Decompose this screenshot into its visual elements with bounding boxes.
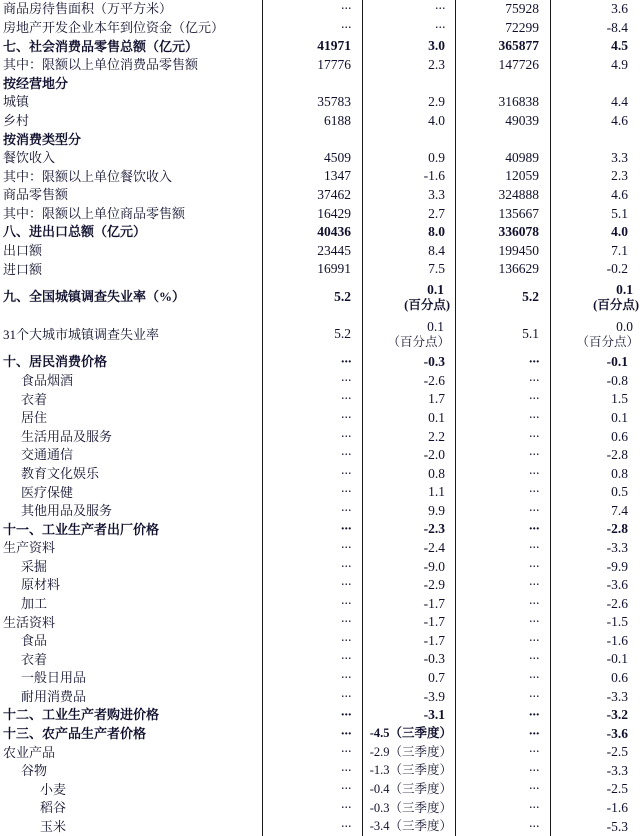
table-row bbox=[0, 37, 644, 56]
value-cell-c4: -0.8 bbox=[550, 372, 644, 391]
row-label: 教育文化娱乐 bbox=[21, 465, 100, 481]
value-cell-c1: ··· bbox=[262, 595, 362, 614]
table-row bbox=[0, 111, 644, 130]
value-cell-c4: -3.2 bbox=[550, 706, 644, 725]
value-cell-c2: -2.4 bbox=[362, 539, 455, 558]
row-label: 七、社会消费品零售总额（亿元） bbox=[3, 38, 199, 54]
table-row bbox=[0, 743, 644, 762]
row-label: 耐用消费品 bbox=[21, 688, 87, 704]
table-row bbox=[0, 56, 644, 75]
value-cell-c2: -2.3 bbox=[362, 520, 455, 539]
value-cell-c1: ··· bbox=[262, 799, 362, 818]
value-cell-c3: ··· bbox=[455, 557, 550, 576]
value-cell-c1: 6188 bbox=[262, 111, 362, 130]
value-cell-c3: ··· bbox=[455, 650, 550, 669]
value-cell-c1: 16991 bbox=[262, 260, 362, 279]
row-label: 其中：限额以上单位餐饮收入 bbox=[3, 168, 173, 184]
value-cell-c4: 4.0 bbox=[550, 223, 644, 242]
value-cell-c3: ··· bbox=[455, 576, 550, 595]
value-cell-c2: -0.4（三季度） bbox=[362, 780, 455, 799]
table-row bbox=[0, 242, 644, 261]
row-label: 房地产开发企业本年到位资金（亿元） bbox=[3, 20, 225, 36]
value-cell-c2: 0.1 bbox=[362, 409, 455, 428]
value-cell-c4: -3.6 bbox=[550, 725, 644, 744]
value-cell-c3: ··· bbox=[455, 353, 550, 372]
table-row bbox=[0, 687, 644, 706]
value-cell-c1: ··· bbox=[262, 762, 362, 781]
value-cell-c4: -3.6 bbox=[550, 576, 644, 595]
table-row bbox=[0, 130, 644, 149]
value-cell-c1: 23445 bbox=[262, 242, 362, 261]
value-cell-c3: 5.2 bbox=[455, 279, 550, 316]
value-cell-c4: 4.9 bbox=[550, 56, 644, 75]
value-cell-c4: 1.5 bbox=[550, 390, 644, 409]
row-label: 加工 bbox=[21, 595, 48, 611]
value-cell-c2: 0.7 bbox=[362, 669, 455, 688]
value-cell-c4: -2.8 bbox=[550, 446, 644, 465]
table-row bbox=[0, 19, 644, 38]
value-cell-c1: ··· bbox=[262, 372, 362, 391]
row-label: 生活用品及服务 bbox=[21, 428, 113, 444]
value-cell-c3: 316838 bbox=[455, 93, 550, 112]
value-cell-c2 bbox=[362, 316, 455, 353]
value-cell-c1: ··· bbox=[262, 353, 362, 372]
value-cell-c1: ··· bbox=[262, 632, 362, 651]
value-cell-c1: ··· bbox=[262, 687, 362, 706]
value-cell-c2: -3.1 bbox=[362, 706, 455, 725]
value-cell-c2: 0.9 bbox=[362, 149, 455, 168]
value-cell-c2: 2.9 bbox=[362, 93, 455, 112]
value-cell-c4: -0.1 bbox=[550, 353, 644, 372]
value-cell-c2: -1.7 bbox=[362, 613, 455, 632]
value-cell-c2: 4.0 bbox=[362, 111, 455, 130]
value-cell-c2: -3.4（三季度） bbox=[362, 817, 455, 836]
value-cell-c3: 324888 bbox=[455, 186, 550, 205]
value-cell-c3: ··· bbox=[455, 595, 550, 614]
value-cell-c1: ··· bbox=[262, 576, 362, 595]
row-label: 稻谷 bbox=[40, 800, 67, 816]
value-cell-c3: 199450 bbox=[455, 242, 550, 261]
table-row bbox=[0, 539, 644, 558]
value-cell-c4: -0.2 bbox=[550, 260, 644, 279]
value-cell-c4: -1.5 bbox=[550, 613, 644, 632]
value-cell-c4: -8.4 bbox=[550, 19, 644, 38]
value-cell-c3: 136629 bbox=[455, 260, 550, 279]
value-cell-c4: -9.9 bbox=[550, 557, 644, 576]
value-cell-c3: 5.1 bbox=[455, 316, 550, 353]
value-cell-c1: ··· bbox=[262, 502, 362, 521]
value-cell-c3: ··· bbox=[455, 520, 550, 539]
value-cell-c4: -2.8 bbox=[550, 520, 644, 539]
value-cell-c3: 12059 bbox=[455, 167, 550, 186]
value-cell-c3: ··· bbox=[455, 817, 550, 836]
row-label: 其中：限额以上单位消费品零售额 bbox=[3, 57, 199, 73]
value-cell-c3: 135667 bbox=[455, 204, 550, 223]
value-cell-c4: 4.6 bbox=[550, 186, 644, 205]
table-row bbox=[0, 576, 644, 595]
row-label: 出口额 bbox=[3, 242, 43, 258]
table-row bbox=[0, 595, 644, 614]
row-label: 十、居民消费价格 bbox=[3, 354, 108, 370]
row-label: 商品房待售面积（万平方米） bbox=[3, 1, 173, 17]
value-cell-c2: 9.9 bbox=[362, 502, 455, 521]
value-cell-c2 bbox=[362, 74, 455, 93]
table-row bbox=[0, 520, 644, 539]
value-cell-c2: 8.4 bbox=[362, 242, 455, 261]
value-cell-c4: -2.5 bbox=[550, 780, 644, 799]
value-cell-c3: 72299 bbox=[455, 19, 550, 38]
value-cell-c1: ··· bbox=[262, 650, 362, 669]
value-cell-c3: ··· bbox=[455, 706, 550, 725]
value-cell-c4: 0.6 bbox=[550, 669, 644, 688]
value-cell-c3: ··· bbox=[455, 372, 550, 391]
value-cell-c4: -0.1 bbox=[550, 650, 644, 669]
row-label: 十二、工业生产者购进价格 bbox=[3, 707, 160, 723]
value-cell-c1 bbox=[262, 74, 362, 93]
row-label: 乡村 bbox=[3, 112, 30, 128]
value-cell-c3: 147726 bbox=[455, 56, 550, 75]
value-cell-c2: 2.2 bbox=[362, 427, 455, 446]
value-cell-c3: ··· bbox=[455, 669, 550, 688]
unit-line: (百分点) bbox=[593, 297, 639, 312]
table-row bbox=[0, 390, 644, 409]
value-cell-c4: -1.6 bbox=[550, 799, 644, 818]
value-cell-c1: ··· bbox=[262, 817, 362, 836]
row-label: 农业产品 bbox=[3, 744, 56, 760]
value-cell-c3: ··· bbox=[455, 632, 550, 651]
value-cell-c1: 16429 bbox=[262, 204, 362, 223]
value-cell-c2: -4.5（三季度） bbox=[362, 725, 455, 744]
value-cell-c3: 336078 bbox=[455, 223, 550, 242]
row-label: 小麦 bbox=[40, 781, 67, 797]
row-label: 十三、农产品生产者价格 bbox=[3, 726, 147, 742]
row-label: 衣着 bbox=[21, 391, 48, 407]
value-cell-c4: 3.6 bbox=[550, 0, 644, 19]
value-cell-c4 bbox=[550, 74, 644, 93]
value-cell-c4: -1.6 bbox=[550, 632, 644, 651]
value-cell-c3: ··· bbox=[455, 743, 550, 762]
value-cell-c4: 0.1 bbox=[550, 409, 644, 428]
value-cell-c1: ··· bbox=[262, 464, 362, 483]
value-cell-c4: 0.8 bbox=[550, 464, 644, 483]
value-cell-c3: ··· bbox=[455, 502, 550, 521]
table-row bbox=[0, 613, 644, 632]
value-cell-c2: -0.3（三季度） bbox=[362, 799, 455, 818]
value-cell-c4: 3.3 bbox=[550, 149, 644, 168]
row-label: 生活资料 bbox=[3, 614, 56, 630]
row-label: 玉米 bbox=[40, 818, 67, 834]
value-cell-c1: ··· bbox=[262, 409, 362, 428]
value-cell-c1: ··· bbox=[262, 706, 362, 725]
value-cell-c1: ··· bbox=[262, 483, 362, 502]
value-cell-c4: 7.4 bbox=[550, 502, 644, 521]
value-cell-c3 bbox=[455, 130, 550, 149]
value-cell-c2 bbox=[362, 130, 455, 149]
value-cell-c2: -1.7 bbox=[362, 632, 455, 651]
value-cell-c1: ··· bbox=[262, 669, 362, 688]
row-label: 交通通信 bbox=[21, 447, 74, 463]
value-cell-c2: -2.0 bbox=[362, 446, 455, 465]
table-row bbox=[0, 353, 644, 372]
value-cell-c1: ··· bbox=[262, 557, 362, 576]
value-cell-c1: ··· bbox=[262, 613, 362, 632]
row-label: 餐饮收入 bbox=[3, 150, 56, 166]
value-cell-c2: -9.0 bbox=[362, 557, 455, 576]
table-row bbox=[0, 74, 644, 93]
unit-line: (百分点) bbox=[404, 297, 450, 312]
value-cell-c1: ··· bbox=[262, 743, 362, 762]
row-label: 其中：限额以上单位商品零售额 bbox=[3, 205, 186, 221]
value-cell-c1: ··· bbox=[262, 446, 362, 465]
value-cell-c3: ··· bbox=[455, 446, 550, 465]
value-cell-c2: -2.9 bbox=[362, 576, 455, 595]
value-cell-c4: -2.5 bbox=[550, 743, 644, 762]
table-row bbox=[0, 464, 644, 483]
value-line: 0.0 bbox=[616, 318, 633, 334]
value-cell-c1: ··· bbox=[262, 19, 362, 38]
value-cell-c3: 40989 bbox=[455, 149, 550, 168]
table-row bbox=[0, 780, 644, 799]
value-cell-c4: -2.6 bbox=[550, 595, 644, 614]
value-cell-c3: ··· bbox=[455, 613, 550, 632]
value-cell-c1: 5.2 bbox=[262, 316, 362, 353]
table-row bbox=[0, 409, 644, 428]
table-row bbox=[0, 167, 644, 186]
value-cell-c3: ··· bbox=[455, 427, 550, 446]
value-cell-c2: -1.6 bbox=[362, 167, 455, 186]
value-cell-c4: 4.4 bbox=[550, 93, 644, 112]
table-row bbox=[0, 316, 644, 353]
table-row bbox=[0, 186, 644, 205]
value-cell-c4: 5.1 bbox=[550, 204, 644, 223]
row-label: 进口额 bbox=[3, 261, 43, 277]
row-label: 按消费类型分 bbox=[3, 131, 82, 147]
row-label: 衣着 bbox=[21, 651, 48, 667]
table-row bbox=[0, 149, 644, 168]
table-row bbox=[0, 799, 644, 818]
value-cell-c4 bbox=[550, 316, 644, 353]
row-label: 原材料 bbox=[21, 577, 61, 593]
value-cell-c4: 4.6 bbox=[550, 111, 644, 130]
value-cell-c1: ··· bbox=[262, 427, 362, 446]
value-cell-c1: 17776 bbox=[262, 56, 362, 75]
value-cell-c3: ··· bbox=[455, 780, 550, 799]
value-cell-c2: 3.3 bbox=[362, 186, 455, 205]
value-cell-c3: ··· bbox=[455, 725, 550, 744]
table-row bbox=[0, 260, 644, 279]
value-cell-c3: ··· bbox=[455, 799, 550, 818]
table-row bbox=[0, 669, 644, 688]
value-cell-c2: 1.1 bbox=[362, 483, 455, 502]
value-cell-c2: ··· bbox=[362, 0, 455, 19]
row-label: 31个大城市城镇调查失业率 bbox=[3, 326, 160, 342]
value-cell-c4: -3.3 bbox=[550, 539, 644, 558]
table-row bbox=[0, 557, 644, 576]
table-row bbox=[0, 223, 644, 242]
value-cell-c3 bbox=[455, 74, 550, 93]
table-row bbox=[0, 725, 644, 744]
table-row bbox=[0, 427, 644, 446]
row-label: 商品零售额 bbox=[3, 187, 69, 203]
unit-line: （百分点） bbox=[576, 334, 639, 349]
value-cell-c1: ··· bbox=[262, 0, 362, 19]
table-row bbox=[0, 0, 644, 19]
row-label: 医疗保健 bbox=[21, 484, 74, 500]
value-cell-c2: -1.3（三季度） bbox=[362, 762, 455, 781]
value-cell-c1: 4509 bbox=[262, 149, 362, 168]
value-cell-c3: ··· bbox=[455, 483, 550, 502]
table-row bbox=[0, 372, 644, 391]
value-line: 0.1 bbox=[427, 281, 444, 297]
table-row bbox=[0, 93, 644, 112]
row-label: 食品 bbox=[21, 633, 48, 649]
row-label: 居住 bbox=[21, 410, 48, 426]
row-label: 采掘 bbox=[21, 558, 48, 574]
value-cell-c3: 75928 bbox=[455, 0, 550, 19]
row-label: 生产资料 bbox=[3, 540, 56, 556]
value-line: 0.1 bbox=[616, 281, 633, 297]
value-cell-c1: 41971 bbox=[262, 37, 362, 56]
value-cell-c4: 4.5 bbox=[550, 37, 644, 56]
value-cell-c3: ··· bbox=[455, 390, 550, 409]
row-label: 其他用品及服务 bbox=[21, 503, 113, 519]
value-cell-c2: 2.3 bbox=[362, 56, 455, 75]
row-label: 八、进出口总额（亿元） bbox=[3, 224, 147, 240]
table-row bbox=[0, 279, 644, 316]
value-cell-c3: ··· bbox=[455, 464, 550, 483]
value-cell-c4 bbox=[550, 130, 644, 149]
table-row bbox=[0, 204, 644, 223]
value-cell-c1: ··· bbox=[262, 520, 362, 539]
value-cell-c2: -2.9（三季度） bbox=[362, 743, 455, 762]
table-row bbox=[0, 650, 644, 669]
row-label: 按经营地分 bbox=[3, 75, 69, 91]
value-cell-c4: -3.3 bbox=[550, 687, 644, 706]
value-cell-c1: 40436 bbox=[262, 223, 362, 242]
table-row bbox=[0, 632, 644, 651]
value-cell-c3: ··· bbox=[455, 409, 550, 428]
row-label: 十一、工业生产者出厂价格 bbox=[3, 521, 160, 537]
value-cell-c4 bbox=[550, 279, 644, 316]
value-cell-c2: ··· bbox=[362, 19, 455, 38]
value-cell-c1: ··· bbox=[262, 539, 362, 558]
value-cell-c4: -5.3 bbox=[550, 817, 644, 836]
value-cell-c2: 3.0 bbox=[362, 37, 455, 56]
value-cell-c2: -0.3 bbox=[362, 353, 455, 372]
row-label: 谷物 bbox=[21, 763, 48, 779]
table-row bbox=[0, 817, 644, 836]
value-cell-c1: 5.2 bbox=[262, 279, 362, 316]
value-cell-c1: ··· bbox=[262, 780, 362, 799]
value-cell-c2: 2.7 bbox=[362, 204, 455, 223]
value-cell-c1: 1347 bbox=[262, 167, 362, 186]
value-cell-c1: ··· bbox=[262, 725, 362, 744]
value-cell-c2: 1.7 bbox=[362, 390, 455, 409]
table-row bbox=[0, 483, 644, 502]
value-cell-c1: 35783 bbox=[262, 93, 362, 112]
value-cell-c2: 0.8 bbox=[362, 464, 455, 483]
value-cell-c4: 0.6 bbox=[550, 427, 644, 446]
table-row bbox=[0, 502, 644, 521]
value-cell-c4: -3.3 bbox=[550, 762, 644, 781]
unit-line: （百分点） bbox=[387, 334, 450, 349]
row-label: 九、全国城镇调查失业率（%） bbox=[3, 289, 186, 305]
value-cell-c2: -3.9 bbox=[362, 687, 455, 706]
value-cell-c4: 0.5 bbox=[550, 483, 644, 502]
value-cell-c2: 8.0 bbox=[362, 223, 455, 242]
table-row bbox=[0, 446, 644, 465]
value-cell-c3: 49039 bbox=[455, 111, 550, 130]
table-row bbox=[0, 762, 644, 781]
value-cell-c1 bbox=[262, 130, 362, 149]
value-cell-c3: ··· bbox=[455, 539, 550, 558]
value-cell-c2 bbox=[362, 279, 455, 316]
row-label: 城镇 bbox=[3, 94, 30, 110]
value-cell-c1: ··· bbox=[262, 390, 362, 409]
table-row bbox=[0, 706, 644, 725]
value-line: 0.1 bbox=[427, 318, 444, 334]
value-cell-c2: 7.5 bbox=[362, 260, 455, 279]
value-cell-c4: 7.1 bbox=[550, 242, 644, 261]
value-cell-c3: ··· bbox=[455, 762, 550, 781]
value-cell-c2: -0.3 bbox=[362, 650, 455, 669]
value-cell-c3: ··· bbox=[455, 687, 550, 706]
row-label: 食品烟酒 bbox=[21, 373, 74, 389]
row-label: 一般日用品 bbox=[21, 670, 87, 686]
value-cell-c2: -2.6 bbox=[362, 372, 455, 391]
value-cell-c2: -1.7 bbox=[362, 595, 455, 614]
value-cell-c4: 2.3 bbox=[550, 167, 644, 186]
value-cell-c3: 365877 bbox=[455, 37, 550, 56]
value-cell-c1: 37462 bbox=[262, 186, 362, 205]
